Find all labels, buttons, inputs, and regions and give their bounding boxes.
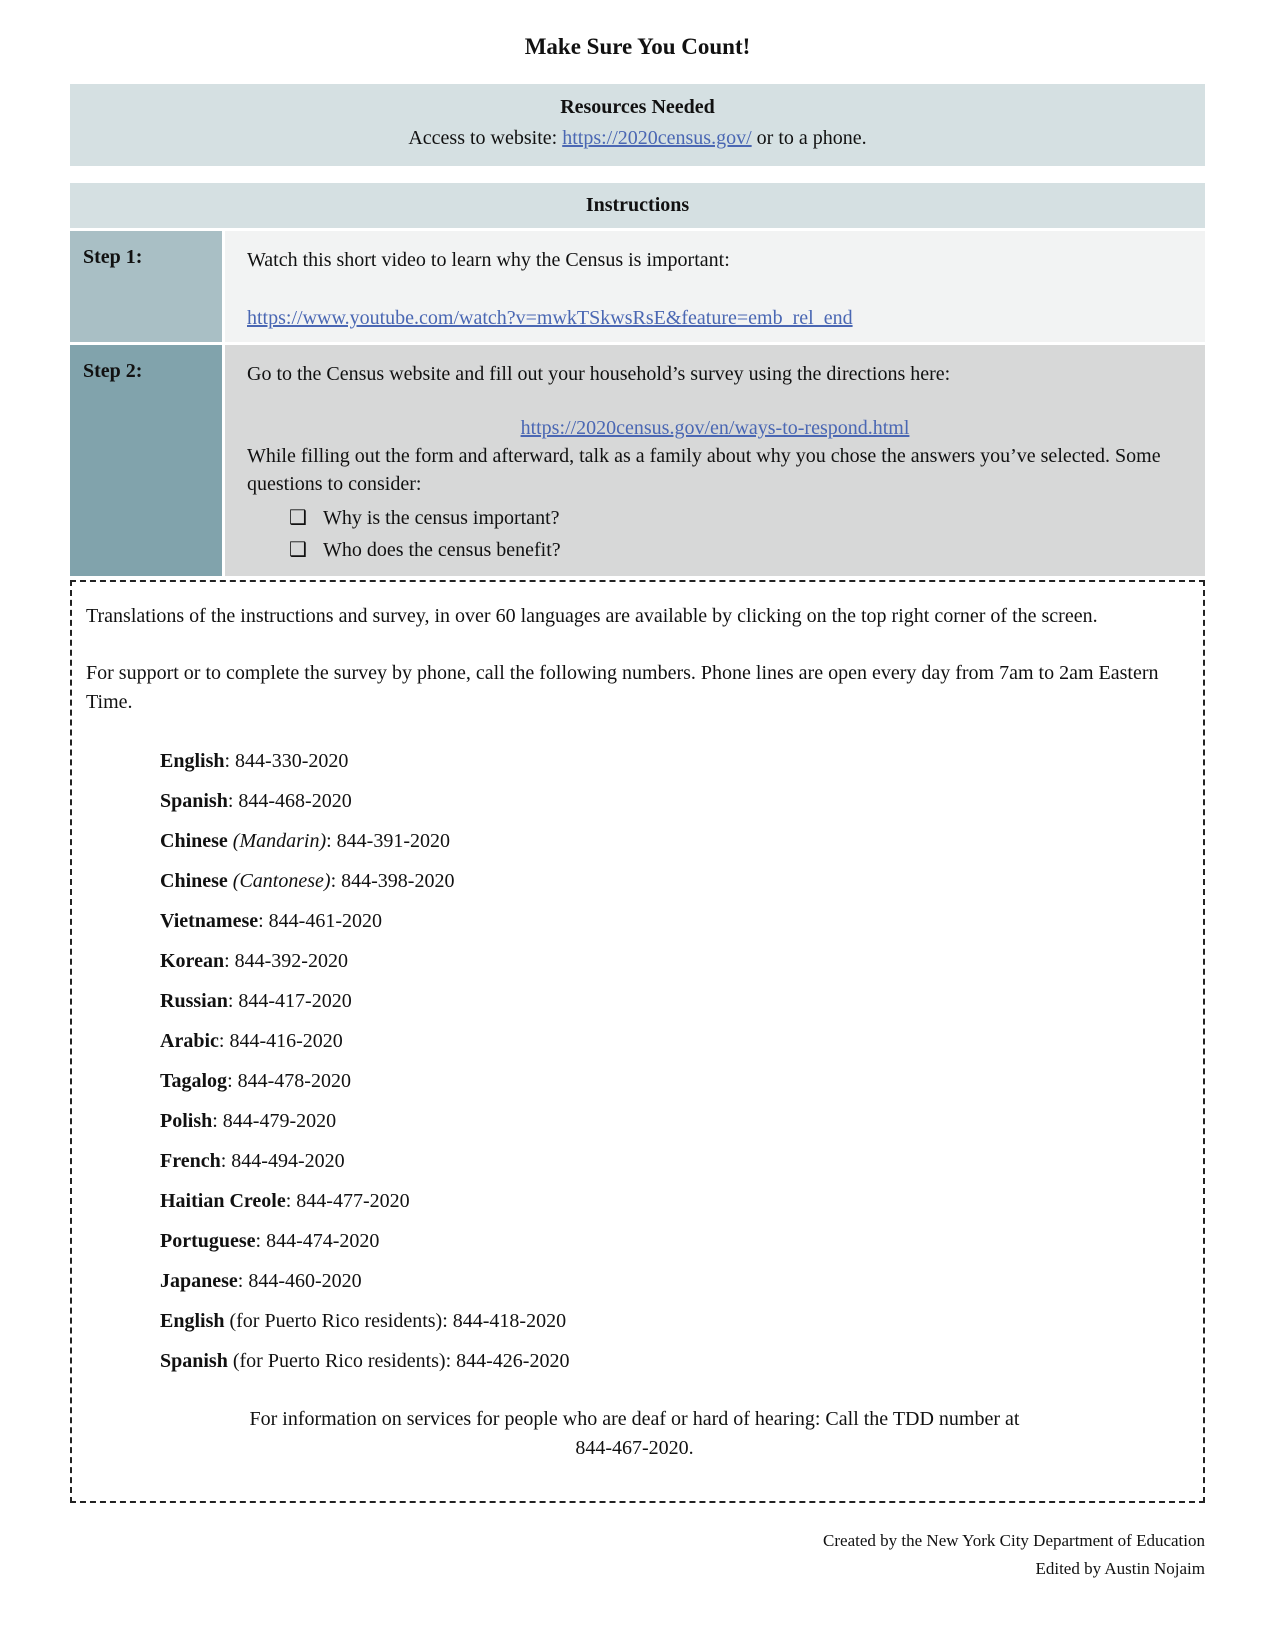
step-1-text: Watch this short video to learn why the Census is important: [247, 249, 730, 271]
phone-number-item: Japanese: 844-460-2020 [160, 1270, 362, 1292]
resources-body-prefix: Access to website: [408, 127, 563, 149]
tdd-number: 844-467-2020. [575, 1437, 694, 1459]
tdd-info [86, 1405, 1183, 1463]
ways-to-respond-link[interactable]: https://2020census.gov/en/ways-to-respond.html [520, 417, 910, 439]
instructions-section [70, 183, 1205, 576]
checkbox-bullet-icon: ❑ [289, 507, 307, 529]
question-text: Who does the census benefit? [322, 539, 561, 561]
translations-paragraph: Translations of the instructions and survey, in over 60 languages are available by clicking on the top right corner of the screen. [86, 605, 1098, 627]
phone-number-item: English: 844-330-2020 [160, 750, 349, 772]
footer-edited-by: Edited by Austin Nojaim [1035, 1559, 1205, 1579]
step-2-text: Go to the Census website and fill out your household’s survey using the directions here: [247, 363, 951, 385]
checkbox-bullet-icon: ❑ [289, 539, 307, 561]
phone-number-item: Portuguese: 844-474-2020 [160, 1230, 380, 1252]
resources-heading: Resources Needed [560, 96, 715, 118]
question-item [247, 502, 1183, 534]
translations-box [70, 580, 1205, 1503]
step-2-followup: While filling out the form and afterward, talk as a family about why you chose the answers you’ve selected. Some questions to consider: [247, 445, 1161, 495]
phone-number-item: Haitian Creole: 844-477-2020 [160, 1190, 410, 1212]
phone-number-list [86, 741, 1183, 1381]
step-2-row [70, 345, 1205, 576]
resources-section [70, 84, 1205, 166]
resources-body-suffix: or to a phone. [751, 127, 867, 149]
page-title: Make Sure You Count! [524, 34, 751, 59]
ways-to-respond-link-wrap [247, 414, 1183, 442]
instructions-heading: Instructions [70, 183, 1205, 228]
phone-number-item: English (for Puerto Rico residents): 844-418-2020 [160, 1310, 567, 1332]
footer-created-by: Created by the New York City Department of Education [823, 1531, 1205, 1550]
phone-number-item: Tagalog: 844-478-2020 [160, 1070, 351, 1092]
step-1-label: Step 1: [70, 231, 222, 342]
phone-number-item: Polish: 844-479-2020 [160, 1110, 337, 1132]
resources-body [80, 127, 1195, 150]
census-website-link[interactable]: https://2020census.gov/ [562, 127, 752, 149]
tdd-text: For information on services for people who are deaf or hard of hearing: Call the TDD number at [249, 1408, 1020, 1430]
step-2-question-list [247, 502, 1183, 566]
youtube-video-link[interactable]: https://www.youtube.com/watch?v=mwkTSkwsRsE&feature=emb_rel_end [247, 307, 853, 329]
phone-number-item: Chinese (Mandarin): 844-391-2020 [160, 830, 451, 852]
phone-number-item: Spanish (for Puerto Rico residents): 844-426-2020 [160, 1350, 570, 1372]
phone-number-item: Korean: 844-392-2020 [160, 950, 348, 972]
step-2-label: Step 2: [70, 345, 222, 576]
phone-number-item: Spanish: 844-468-2020 [160, 790, 352, 812]
question-item [247, 534, 1183, 566]
phone-number-item: Arabic: 844-416-2020 [160, 1030, 343, 1052]
step-1-row [70, 231, 1205, 342]
question-text: Why is the census important? [322, 507, 560, 529]
step-2-content [225, 345, 1205, 576]
step-1-content [225, 231, 1205, 342]
phone-number-item: Russian: 844-417-2020 [160, 990, 352, 1012]
phone-number-item: French: 844-494-2020 [160, 1150, 345, 1172]
phone-support-paragraph: For support or to complete the survey by phone, call the following numbers. Phone lines are open every day from 7am to 2am Eastern Time. [86, 662, 1159, 713]
phone-number-item: Chinese (Cantonese): 844-398-2020 [160, 870, 455, 892]
phone-number-item: Vietnamese: 844-461-2020 [160, 910, 383, 932]
footer [70, 1527, 1205, 1583]
